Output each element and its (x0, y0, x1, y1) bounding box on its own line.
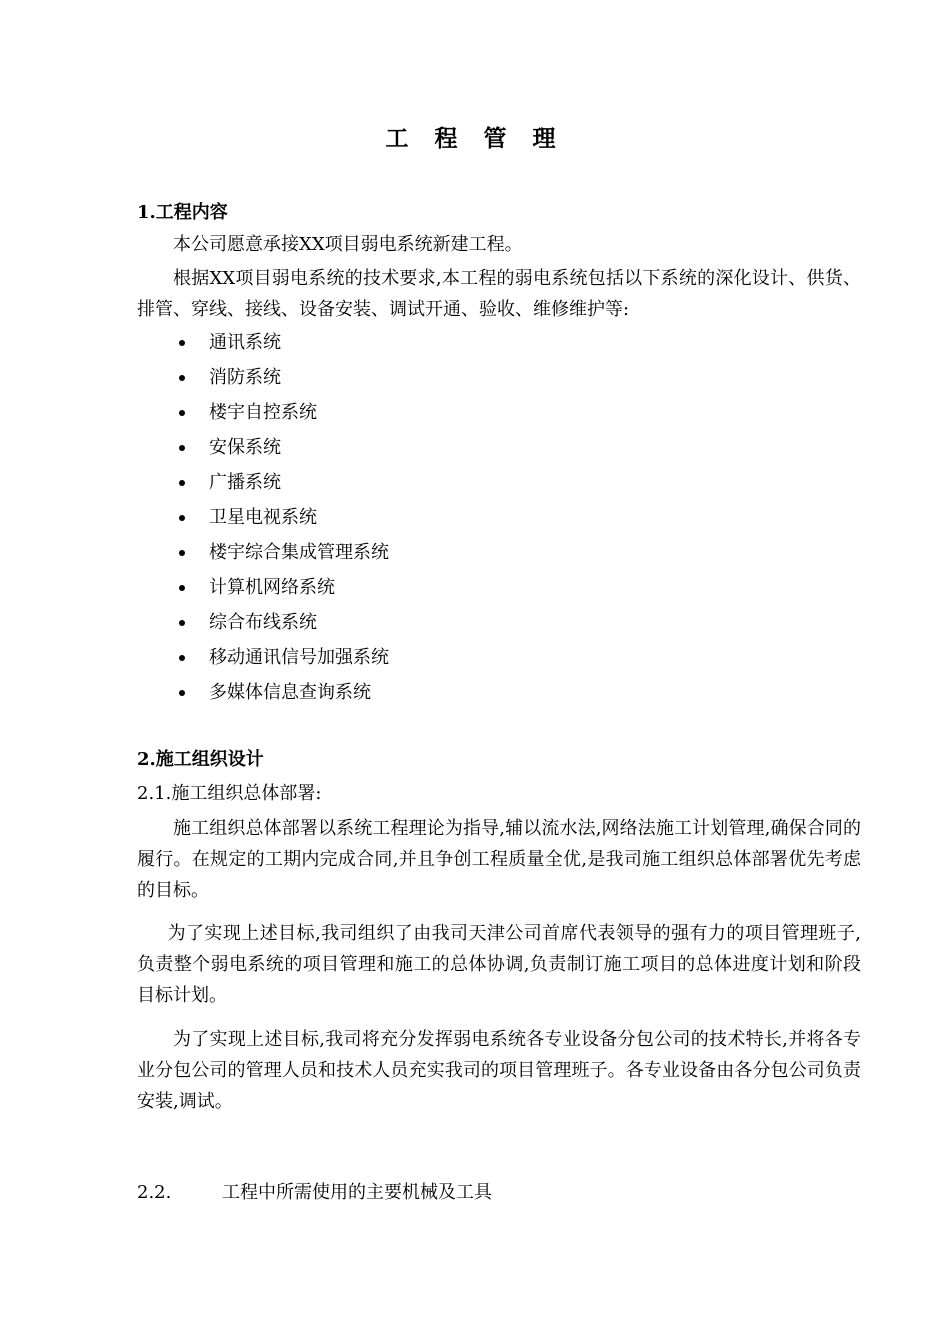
bullet-icon (179, 480, 185, 486)
section-2-heading: 2.施工组织设计 (137, 749, 264, 770)
section-2-paragraph-3: 为了实现上述目标,我司将充分发挥弱电系统各专业设备分包公司的技术特长,并将各专业分包公司的管理人员和技术人员充实我司的项目管理班子。各专业设备由各分包公司负责安装,调试。 (137, 1029, 861, 1112)
section-2-paragraph-2: 为了实现上述目标,我司组织了由我司天津公司首席代表领导的强有力的项目管理班子,负责整个弱电系统的项目管理和施工的总体协调,负责制订施工项目的总体进度计划和阶段目标计划。 (137, 923, 861, 1006)
bullet-icon (179, 445, 185, 451)
bullet-icon (179, 655, 185, 661)
bullet-icon (179, 620, 185, 626)
section-2-2-heading: 工程中所需使用的主要机械及工具 (222, 1182, 492, 1203)
bullet-icon (179, 375, 185, 381)
bullet-icon (179, 340, 185, 346)
section-2-paragraph-1: 施工组织总体部署以系统工程理论为指导,辅以流水法,网络法施工计划管理,确保合同的履行。在规定的工期内完成合同,并且争创工程质量全优,是我司施工组织总体部署优先考虑的目标。 (137, 818, 861, 901)
section-1-heading: 1.工程内容 (137, 202, 228, 223)
bullet-icon (179, 690, 185, 696)
document-page: 工 程 管 理 1.工程内容 本公司愿意承接XX项目弱电系统新建工程。 根据XX项目弱电系统的技术要求,本工程的弱电系统包括以下系统的深化设计、供货、排管、穿线、接线、设备安装、调试开通、验收、维修维护等: 通讯系统 消防系统 楼宇自控系统 安保系统 广播系统 卫星电视系统 楼宇综合集成管理系统 计算机网络系统 综合布线系统 移动通讯信号加强系统 多媒体信息查询系统 2.施工组织设计 2.1.施工组织总体部署: 施工组织总体部署以系统工程理论为指导,辅以流水法,网络法施工计划管理,确保合同的履行。在规定的工期内完成合同,并且争创工程质量全优,是我司施工组织总体部署优先考虑的目标。 为了实现上述目标,我司组织了由我司天津公司首席代表领导的强有力的项目管理班子,负责整个弱电系统的项目管理和施工的总体协调,负责制订施工项目的总体进度计划和阶段目标计划。 为了实现上述目标,我司将充分发挥弱电系统各专业设备分包公司的技术特长,并将各专业分包公司的管理人员和技术人员充实我司的项目管理班子。各专业设备由各分包公司负责安装,调试。 2.2. 工程中所需使用的主要机械及工具 (0, 0, 950, 1344)
section-2-1-heading: 2.1.施工组织总体部署: (137, 783, 322, 804)
bullet-icon (179, 585, 185, 591)
page-title: 工 程 管 理 (385, 125, 565, 152)
section-1-paragraph-2: 根据XX项目弱电系统的技术要求,本工程的弱电系统包括以下系统的深化设计、供货、排管、穿线、接线、设备安装、调试开通、验收、维修维护等: (137, 268, 861, 320)
section-2-2-number: 2.2. (137, 1182, 172, 1203)
bullet-icon (179, 515, 185, 521)
bullet-icon (179, 410, 185, 416)
bullet-icon (179, 550, 185, 556)
section-1-paragraph-1: 本公司愿意承接XX项目弱电系统新建工程。 (173, 234, 523, 255)
